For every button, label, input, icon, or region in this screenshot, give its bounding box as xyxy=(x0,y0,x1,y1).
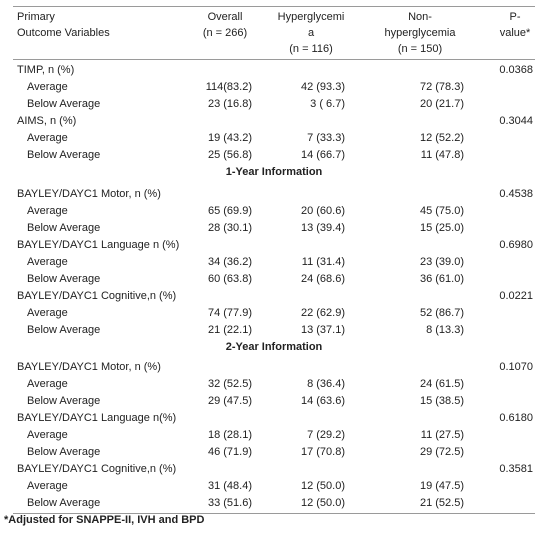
overall-value: 32 (52.5) xyxy=(207,378,252,390)
overall-value: 23 (16.8) xyxy=(207,98,252,110)
category-label: Average xyxy=(27,256,68,268)
header-hyper-line3: (n = 116) xyxy=(289,43,333,55)
section-heading-2-year xyxy=(13,339,535,356)
non-hyperglycemia-value: 36 (61.0) xyxy=(419,273,464,285)
header-rule xyxy=(13,59,535,60)
table-row xyxy=(13,254,535,271)
p-value: 0.0221 xyxy=(499,290,533,302)
p-value: 0.3581 xyxy=(499,463,533,475)
hyperglycemia-value: 12 (50.0) xyxy=(300,497,345,509)
category-label: Average xyxy=(27,429,68,441)
non-hyperglycemia-value: 29 (72.5) xyxy=(419,446,464,458)
table-row xyxy=(13,271,535,288)
header-p-line1: P- xyxy=(509,11,521,23)
category-label: Average xyxy=(27,205,68,217)
header-overall xyxy=(193,9,257,41)
header-nonhyper-line1: Non- xyxy=(408,11,432,23)
overall-value: 21 (22.1) xyxy=(207,324,252,336)
p-value: 0.6980 xyxy=(499,239,533,251)
table-row xyxy=(13,237,535,254)
p-value: 0.0368 xyxy=(499,64,533,76)
hyperglycemia-value: 13 (39.4) xyxy=(300,222,345,234)
header-overall-line2: (n = 266) xyxy=(202,27,248,39)
hyperglycemia-value: 11 (31.4) xyxy=(301,256,345,268)
outcome-label: BAYLEY/DAYC1 Language n(%) xyxy=(17,412,177,424)
category-label: Average xyxy=(27,307,68,319)
non-hyperglycemia-value: 45 (75.0) xyxy=(419,205,464,217)
category-label: Average xyxy=(27,81,68,93)
category-label: Below Average xyxy=(27,324,101,336)
non-hyperglycemia-value: 11 (27.5) xyxy=(420,429,464,441)
header-nonhyper-line2: hyperglycemia xyxy=(384,27,456,39)
outcome-label: BAYLEY/DAYC1 Motor, n (%) xyxy=(17,361,161,373)
overall-value: 25 (56.8) xyxy=(207,149,252,161)
header-hyper-line2: a xyxy=(307,27,315,39)
overall-value: 28 (30.1) xyxy=(207,222,252,234)
hyperglycemia-value: 14 (63.6) xyxy=(300,395,345,407)
category-label: Below Average xyxy=(27,273,101,285)
outcome-label: BAYLEY/DAYC1 Language n (%) xyxy=(17,239,180,251)
header-p-line2: value* xyxy=(499,27,531,39)
outcome-label: AIMS, n (%) xyxy=(17,115,77,127)
category-label: Average xyxy=(27,378,68,390)
table-row xyxy=(13,359,535,376)
overall-value: 34 (36.2) xyxy=(207,256,252,268)
hyperglycemia-value: 8 (36.4) xyxy=(307,378,345,390)
table-row xyxy=(13,96,535,113)
overall-value: 46 (71.9) xyxy=(207,446,252,458)
category-label: Below Average xyxy=(27,395,101,407)
header-p-value xyxy=(497,9,533,41)
non-hyperglycemia-value: 21 (52.5) xyxy=(419,497,464,509)
outcome-label: BAYLEY/DAYC1 Motor, n (%) xyxy=(17,188,161,200)
non-hyperglycemia-value: 12 (52.2) xyxy=(419,132,464,144)
header-nonhyper-line3: (n = 150) xyxy=(397,43,443,55)
header-non-hyperglycemia xyxy=(375,9,465,57)
table-row xyxy=(13,410,535,427)
non-hyperglycemia-value: 72 (78.3) xyxy=(419,81,464,93)
header-outcome-line2: Outcome Variables xyxy=(17,27,110,39)
hyperglycemia-value: 3 ( 6.7) xyxy=(310,98,345,110)
outcome-label: TIMP, n (%) xyxy=(17,64,75,76)
footnote: *Adjusted for SNAPPE-II, IVH and BPD xyxy=(4,514,205,526)
non-hyperglycemia-value: 20 (21.7) xyxy=(419,98,464,110)
category-label: Average xyxy=(27,132,68,144)
header-hyper-line1: Hyperglycemi xyxy=(277,11,345,23)
category-label: Below Average xyxy=(27,222,101,234)
overall-value: 18 (28.1) xyxy=(207,429,252,441)
p-value: 0.4538 xyxy=(499,188,533,200)
hyperglycemia-value: 7 (29.2) xyxy=(307,429,345,441)
overall-value: 74 (77.9) xyxy=(207,307,252,319)
hyperglycemia-value: 13 (37.1) xyxy=(300,324,345,336)
outcome-label: BAYLEY/DAYC1 Cognitive,n (%) xyxy=(17,463,177,475)
table-row xyxy=(13,376,535,393)
header-outcome-line1: Primary xyxy=(17,11,55,23)
header-outcome-variables xyxy=(17,9,110,41)
section-title: 2-Year Information xyxy=(225,341,323,353)
hyperglycemia-value: 20 (60.6) xyxy=(300,205,345,217)
p-value: 0.3044 xyxy=(499,115,533,127)
outcome-label: BAYLEY/DAYC1 Cognitive,n (%) xyxy=(17,290,177,302)
table-row xyxy=(13,461,535,478)
hyperglycemia-value: 24 (68.6) xyxy=(300,273,345,285)
table-row xyxy=(13,305,535,322)
table-row xyxy=(13,478,535,495)
header-hyperglycemia xyxy=(271,9,351,57)
table-row xyxy=(13,427,535,444)
hyperglycemia-value: 7 (33.3) xyxy=(307,132,345,144)
table-row xyxy=(13,113,535,130)
overall-value: 60 (63.8) xyxy=(207,273,252,285)
overall-value: 29 (47.5) xyxy=(207,395,252,407)
non-hyperglycemia-value: 23 (39.0) xyxy=(419,256,464,268)
section-title: 1-Year Information xyxy=(225,166,323,178)
non-hyperglycemia-value: 11 (47.8) xyxy=(420,149,464,161)
hyperglycemia-value: 12 (50.0) xyxy=(300,480,345,492)
top-rule xyxy=(13,6,535,7)
category-label: Below Average xyxy=(27,497,101,509)
table-row xyxy=(13,220,535,237)
table-row xyxy=(13,444,535,461)
category-label: Below Average xyxy=(27,149,101,161)
table-row xyxy=(13,130,535,147)
p-value: 0.6180 xyxy=(499,412,533,424)
hyperglycemia-value: 14 (66.7) xyxy=(300,149,345,161)
overall-value: 114(83.2) xyxy=(205,81,252,93)
non-hyperglycemia-value: 19 (47.5) xyxy=(419,480,464,492)
category-label: Below Average xyxy=(27,446,101,458)
p-value: 0.1070 xyxy=(499,361,533,373)
table-row xyxy=(13,147,535,164)
table-row xyxy=(13,62,535,79)
category-label: Below Average xyxy=(27,98,101,110)
header-overall-line1: Overall xyxy=(207,11,243,23)
overall-value: 65 (69.9) xyxy=(207,205,252,217)
table-row xyxy=(13,495,535,512)
table-row xyxy=(13,203,535,220)
table-row xyxy=(13,186,535,203)
overall-value: 33 (51.6) xyxy=(207,497,252,509)
table-row xyxy=(13,288,535,305)
table-row xyxy=(13,322,535,339)
table-row xyxy=(13,393,535,410)
non-hyperglycemia-value: 24 (61.5) xyxy=(419,378,464,390)
non-hyperglycemia-value: 15 (25.0) xyxy=(419,222,464,234)
hyperglycemia-value: 42 (93.3) xyxy=(300,81,345,93)
overall-value: 19 (43.2) xyxy=(207,132,252,144)
section-heading-1-year xyxy=(13,164,535,181)
non-hyperglycemia-value: 8 (13.3) xyxy=(426,324,464,336)
non-hyperglycemia-value: 52 (86.7) xyxy=(419,307,464,319)
hyperglycemia-value: 22 (62.9) xyxy=(300,307,345,319)
non-hyperglycemia-value: 15 (38.5) xyxy=(419,395,464,407)
hyperglycemia-value: 17 (70.8) xyxy=(300,446,345,458)
category-label: Average xyxy=(27,480,68,492)
overall-value: 31 (48.4) xyxy=(207,480,252,492)
table-row xyxy=(13,79,535,96)
